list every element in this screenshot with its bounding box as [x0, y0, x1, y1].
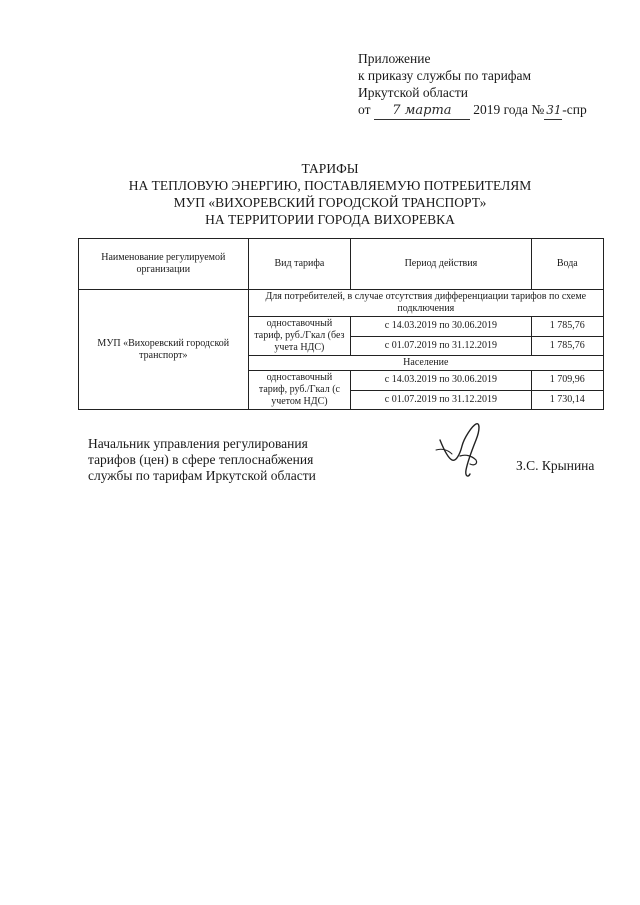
header-period: Период действия [351, 239, 531, 290]
title-line-3: МУП «ВИХОРЕВСКИЙ ГОРОДСКОЙ ТРАНСПОРТ» [173, 195, 487, 210]
order-suffix: -спр [562, 102, 587, 117]
period-cell: с 14.03.2019 по 30.06.2019 [351, 317, 531, 337]
title-line-2: НА ТЕПЛОВУЮ ЭНЕРГИЮ, ПОСТАВЛЯЕМУЮ ПОТРЕБИТЕЛЯМ [128, 178, 532, 193]
organization-cell: МУП «Вихоревский городской транспорт» [79, 290, 249, 410]
position-line-1: Начальник управления регулирования [88, 436, 308, 451]
from-prefix: от [358, 102, 371, 117]
appendix-line-2: к приказу службы по тарифам [358, 68, 532, 83]
header-tariff-type: Вид тарифа [248, 239, 351, 290]
header-water: Вода [531, 239, 603, 290]
value-cell: 1 785,76 [531, 317, 603, 337]
document-title [80, 160, 580, 228]
title-line-4: НА ТЕРРИТОРИИ ГОРОДА ВИХОРЕВКА [205, 212, 455, 227]
appendix-line-3: Иркутской области [358, 85, 469, 100]
handwritten-order-number: 31 [544, 102, 562, 120]
table-row [79, 290, 604, 317]
position-line-2: тарифов (цен) в сфере теплоснабжения [88, 452, 314, 467]
position-line-3: службы по тарифам Иркутской области [88, 468, 316, 483]
tariff-type-cell: одноставочный тариф, руб./Гкал (без учета НДС) [248, 317, 351, 356]
value-cell: 1 730,14 [531, 390, 603, 410]
tariff-type-cell: одноставочный тариф, руб./Гкал (с учетом НДС) [248, 371, 351, 410]
header-organization: Наименование регулируемой организации [79, 239, 249, 290]
period-cell: с 01.07.2019 по 31.12.2019 [351, 390, 531, 410]
tariff-table [78, 238, 604, 410]
period-cell: с 14.03.2019 по 30.06.2019 [351, 371, 531, 391]
group-label-cell: Для потребителей, в случае отсутствия дифференциации тарифов по схеме подключения [248, 290, 603, 317]
handwritten-signature [430, 420, 494, 482]
signatory-name: З.С. Крынина [516, 458, 595, 473]
appendix-line-1: Приложение [358, 51, 431, 66]
year-text: 2019 года № [473, 102, 545, 117]
group-label-cell: Население [248, 356, 603, 371]
value-cell: 1 785,76 [531, 336, 603, 356]
period-cell: с 01.07.2019 по 31.12.2019 [351, 336, 531, 356]
signatory-position [88, 436, 316, 484]
order-date-line [358, 101, 587, 120]
title-line-1: ТАРИФЫ [301, 161, 359, 176]
appendix-header [358, 50, 587, 120]
handwritten-date: 7 марта [374, 102, 470, 120]
value-cell: 1 709,96 [531, 371, 603, 391]
table-header-row [79, 239, 604, 290]
